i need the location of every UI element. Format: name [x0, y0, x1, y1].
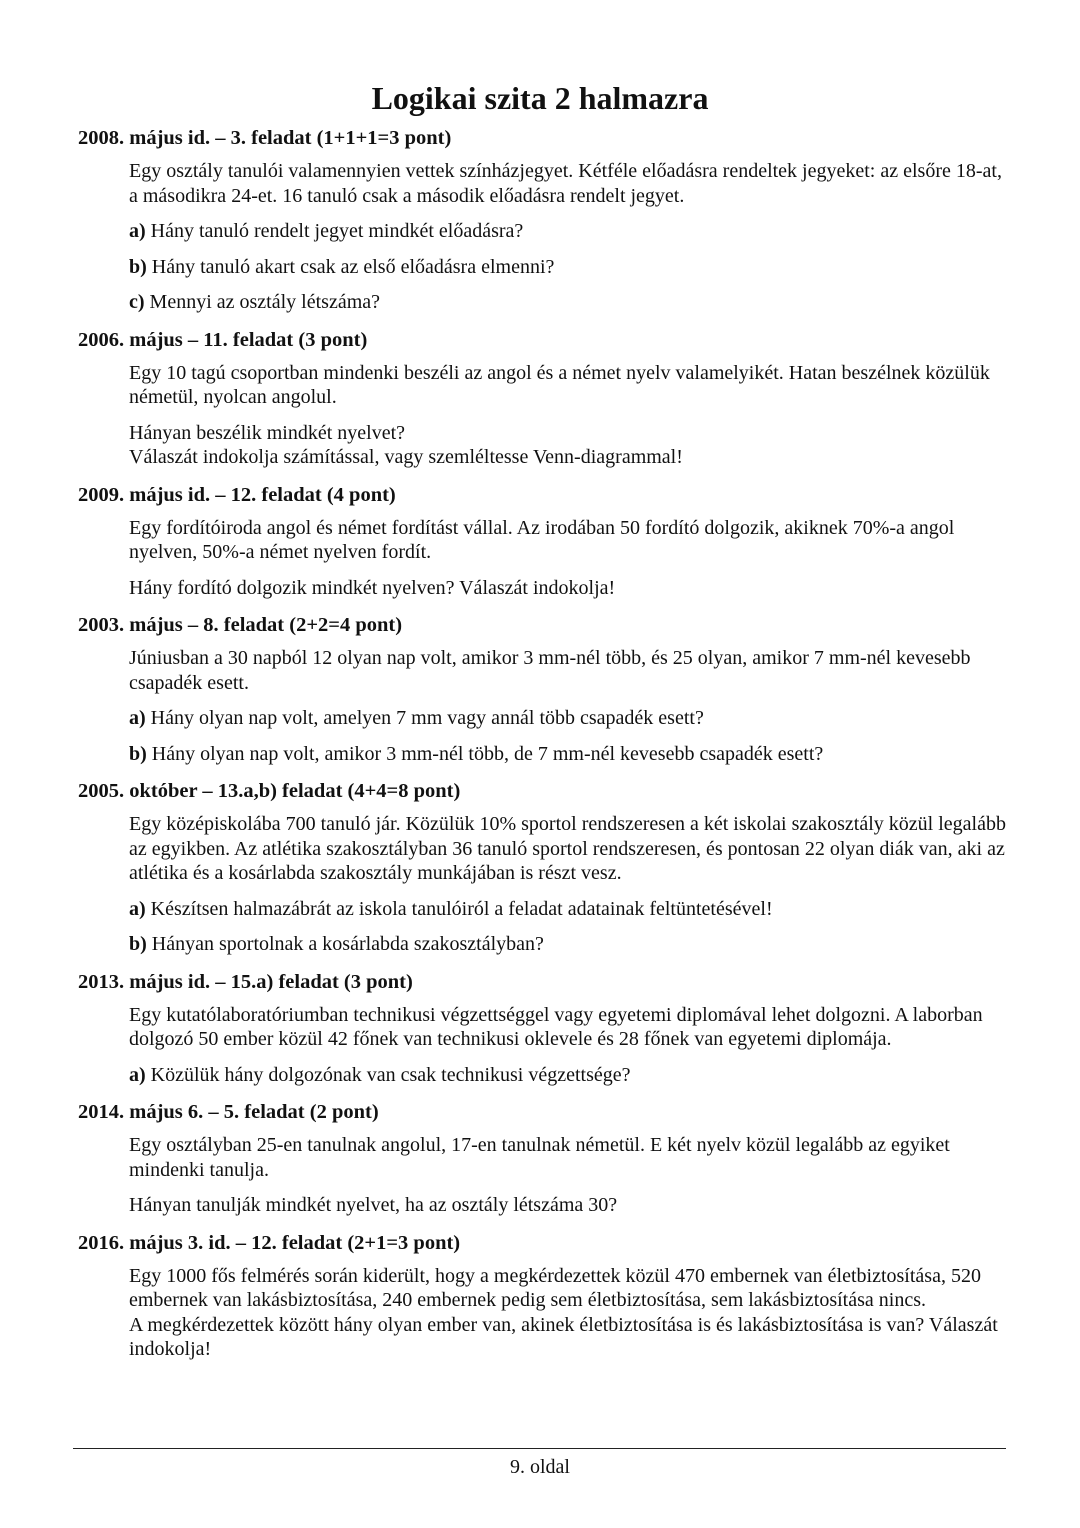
problem-block — [78, 124, 1008, 315]
problem-heading: 2014. május 6. – 5. feladat (2 pont) — [78, 1101, 379, 1123]
problem-paragraph: Júniusban a 30 napból 12 olyan nap volt, amikor 3 mm-nél több, és 25 olyan, amikor 7 mm-nél kevesebb csapadék esett. — [129, 647, 971, 694]
problem-body — [129, 812, 1008, 957]
problem-paragraph: Egy 1000 fős felmérés során kiderült, hogy a megkérdezettek közül 470 embernek van életbiztosítása, 520 embernek van lakásbiztosítása, 240 embernek pedig sem életbiztosítása, sem lakásbiztosítása nincs. A megkérdezettek között hány olyan ember van, akinek életbiztosítása is és lakásbiztosítása is van? Válaszát indokolja! — [129, 1264, 998, 1360]
problem-question — [129, 742, 1008, 767]
question-text: Hány tanuló akart csak az első előadásra elmenni? — [146, 255, 555, 278]
problem-heading: 2009. május id. – 12. feladat (4 pont) — [78, 483, 396, 506]
problem-paragraph: Egy osztály tanulói valamennyien vettek színházjegyet. Kétféle előadásra rendeltek jegyeket: az elsőre 18-at, a másodikra 24-et. 16 tanuló csak a második előadásra rendelt jegyet. — [129, 160, 1002, 207]
page-title: Logikai szita 2 halmazra — [371, 80, 709, 116]
problem-block — [78, 968, 1008, 1088]
problem-question — [129, 932, 1008, 957]
problem-block — [78, 611, 1008, 766]
question-text: Közülük hány dolgozónak van csak technikusi végzettsége? — [145, 1063, 631, 1086]
problem-paragraph: Egy kutatólaboratóriumban technikusi végzettséggel vagy egyetemi diplomával lehet dolgozni. A laborban dolgozó 50 ember közül 42 főnek van technikusi oklevele és 28 főnek van egyetemi diplomája. — [129, 1003, 983, 1050]
problem-heading: 2016. május 3. id. – 12. feladat (2+1=3 pont) — [78, 1231, 461, 1254]
question-label: a) — [129, 707, 146, 729]
problem-body — [129, 646, 1008, 766]
problem-body — [129, 159, 1008, 315]
footer-divider — [73, 1448, 1006, 1449]
problem-list — [78, 124, 1008, 1373]
problem-body — [129, 1003, 1008, 1088]
problem-heading: 2006. május – 11. feladat (3 pont) — [78, 328, 368, 351]
problem-paragraph: Hányan tanulják mindkét nyelvet, ha az osztály létszáma 30? — [129, 1194, 618, 1216]
problem-heading: 2013. május id. – 15.a) feladat (3 pont) — [78, 970, 413, 993]
problem-block — [78, 1229, 1008, 1362]
problem-body — [129, 1264, 1008, 1362]
problem-body — [129, 516, 1008, 601]
problem-block — [78, 1098, 1008, 1218]
problem-question — [129, 897, 1008, 922]
problem-paragraph: Egy 10 tagú csoportban mindenki beszéli az angol és a német nyelv valamelyikét. Hatan beszélnek közülük németül, nyolcan angolul. — [129, 361, 990, 408]
problem-paragraph: Egy osztályban 25-en tanulnak angolul, 17-en tanulnak németül. E két nyelv közül legalább az egyiket mindenki tanulja. — [129, 1134, 950, 1181]
question-label: a) — [129, 1063, 146, 1086]
question-text: Mennyi az osztály létszáma? — [144, 291, 381, 313]
question-text: Hány tanuló rendelt jegyet mindkét előadásra? — [145, 220, 524, 242]
problem-heading: 2003. május – 8. feladat (2+2=4 pont) — [78, 614, 403, 636]
question-text: Hányan sportolnak a kosárlabda szakosztályban? — [146, 933, 544, 955]
question-label: b) — [129, 933, 147, 955]
problem-paragraph: Hányan beszélik mindkét nyelvet? Válaszát indokolja számítással, vagy szemléltesse Venn-diagrammal! — [129, 421, 683, 468]
problem-heading: 2008. május id. – 3. feladat (1+1+1=3 pont) — [78, 127, 452, 149]
problem-paragraph: Egy középiskolába 700 tanuló jár. Közülük 10% sportol rendszeresen a két iskolai szakosztály közül legalább az egyikben. Az atlétika szakosztályban 36 tanuló sportol rendszeresen, és pontosan 22 olyan diák van, aki az atlétika és a kosárlabda szakosztály munkájában is részt vesz. — [129, 813, 1006, 884]
question-label: b) — [129, 742, 147, 765]
problem-question — [129, 255, 1008, 280]
problem-question — [129, 706, 1008, 731]
question-label: c) — [129, 291, 145, 313]
problem-block — [78, 326, 1008, 470]
question-text: Hány olyan nap volt, amelyen 7 mm vagy annál több csapadék esett? — [145, 707, 704, 729]
problem-paragraph: Hány fordító dolgozik mindkét nyelven? Válaszát indokolja! — [129, 576, 616, 599]
problem-question — [129, 219, 1008, 244]
problem-body — [129, 361, 1008, 470]
question-label: a) — [129, 220, 146, 242]
problem-heading: 2005. október – 13.a,b) feladat (4+4=8 pont) — [78, 780, 461, 802]
question-label: a) — [129, 897, 146, 920]
question-text: Készítsen halmazábrát az iskola tanulóiról a feladat adatainak feltüntetésével! — [145, 897, 773, 920]
problem-question — [129, 290, 1008, 315]
problem-block — [78, 481, 1008, 601]
problem-paragraph: Egy fordítóiroda angol és német fordítást vállal. Az irodában 50 fordító dolgozik, akiknek 70%-a angol nyelven, 50%-a német nyelven fordít. — [129, 516, 955, 563]
page-number: 9. oldal — [510, 1456, 570, 1478]
question-text: Hány olyan nap volt, amikor 3 mm-nél több, de 7 mm-nél kevesebb csapadék esett? — [146, 742, 824, 765]
problem-block — [78, 777, 1008, 957]
question-label: b) — [129, 255, 147, 278]
problem-question — [129, 1063, 1008, 1088]
problem-body — [129, 1133, 1008, 1218]
